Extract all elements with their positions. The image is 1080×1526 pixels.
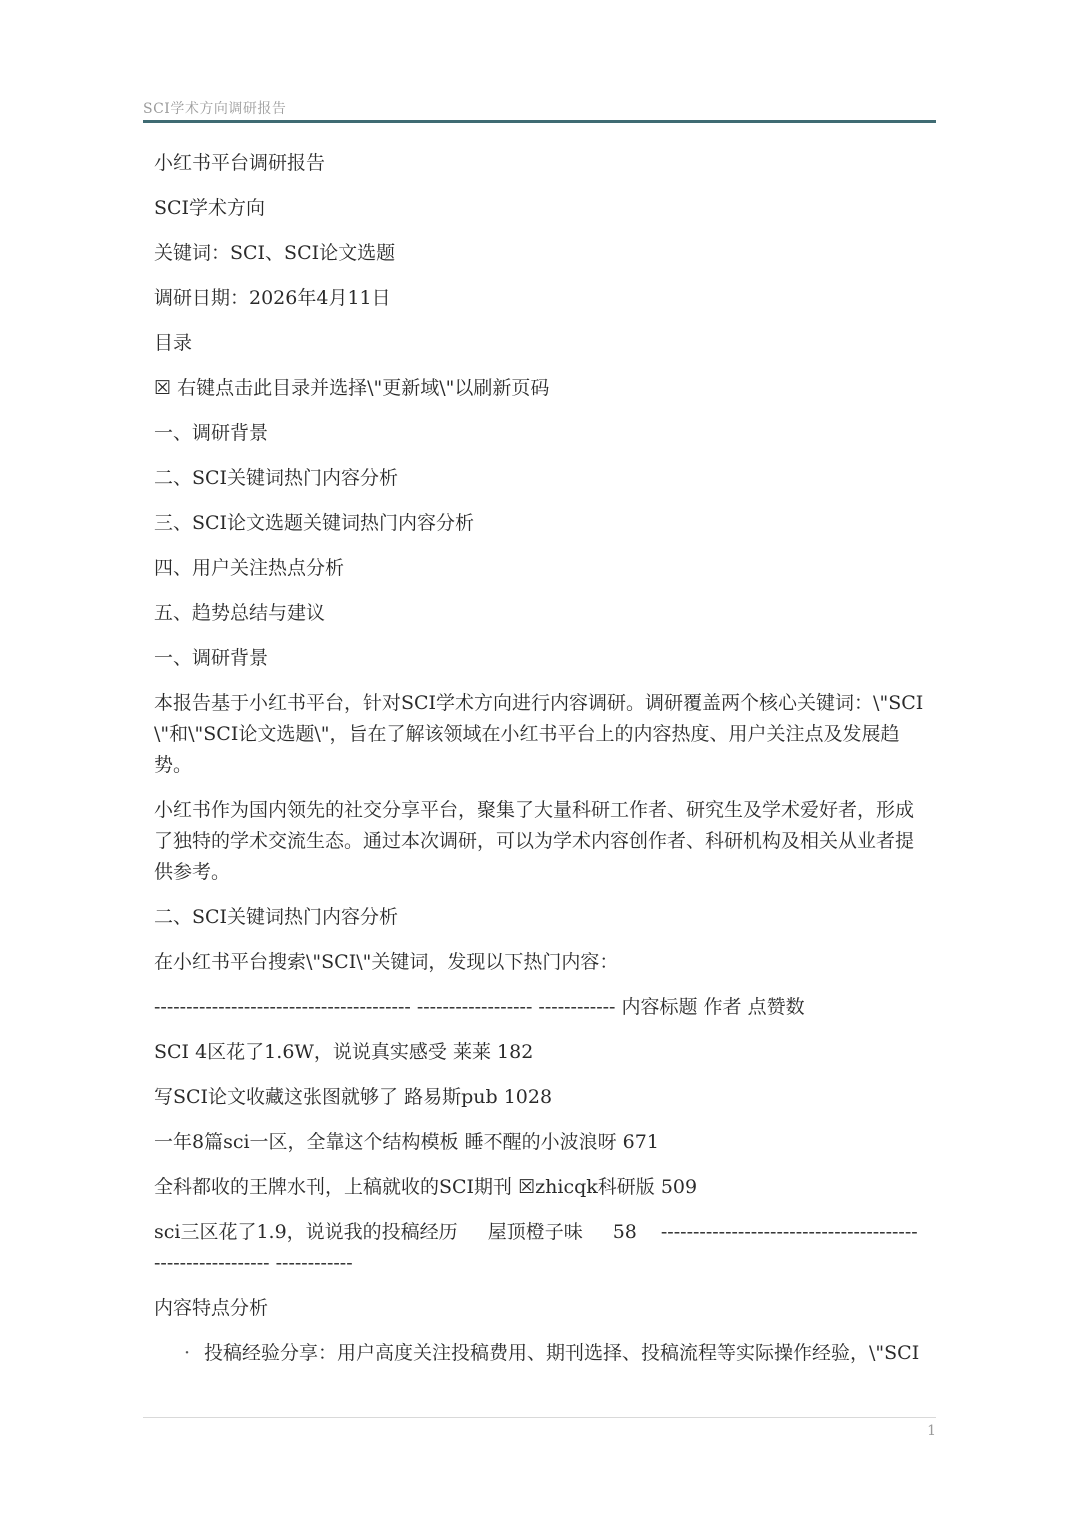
table-row: 一年8篇sci一区，全靠这个结构模板 睡不醒的小波浪呀 671 (154, 1131, 659, 1153)
document-body (154, 148, 926, 1369)
table-footer-dashes: ------------------ ------------ (154, 1252, 353, 1274)
document-title: 小红书平台调研报告 (154, 152, 326, 174)
section-heading: 二、SCI关键词热门内容分析 (154, 906, 399, 928)
section-intro: 在小红书平台搜索\"SCI\"关键词，发现以下热门内容： (154, 951, 619, 973)
table-row: 写SCI论文收藏这张图就够了 路易斯pub 1028 (154, 1086, 553, 1108)
toc-heading: 目录 (154, 332, 193, 354)
row-likes: 58 (612, 1221, 637, 1243)
table-row: 全科都收的王牌水刊，上稿就收的SCI期刊 ☒zhicqk科研版 509 (154, 1176, 698, 1198)
bullet-dot-icon: · (184, 1342, 191, 1364)
toc-item[interactable]: 一、调研背景 (154, 422, 269, 444)
row-dashes: ---------------------------------------- (660, 1221, 918, 1243)
footer-rule (143, 1417, 936, 1418)
toc-item[interactable]: 五、趋势总结与建议 (154, 602, 326, 624)
row-author: 屋顶橙子味 (487, 1221, 583, 1243)
table-row-last (154, 1217, 926, 1279)
paragraph: 小红书作为国内领先的社交分享平台，聚集了大量科研工作者、研究生及学术爱好者，形成了独特的学术交流生态。通过本次调研，可以为学术内容创作者、科研机构及相关从业者提供参考。 (154, 799, 915, 883)
running-header: SCI学术方向调研报告 (143, 101, 287, 117)
analysis-heading: 内容特点分析 (154, 1297, 269, 1319)
table-header-line: ---------------------------------------- ------------------ ------------ 内容标题 作者 点赞数 (154, 996, 805, 1018)
page-number: 1 (927, 1423, 936, 1439)
header-rule (143, 120, 936, 123)
row-title: sci三区花了1.9，说说我的投稿经历 (154, 1221, 458, 1243)
document-subtitle: SCI学术方向 (154, 197, 266, 219)
survey-date: 调研日期：2026年4月11日 (154, 287, 391, 309)
keywords-line: 关键词：SCI、SCI论文选题 (154, 242, 396, 264)
table-row: SCI 4区花了1.6W，说说真实感受 莱莱 182 (154, 1041, 534, 1063)
toc-refresh-note[interactable]: ☒ 右键点击此目录并选择\"更新域\"以刷新页码 (154, 377, 550, 399)
toc-item[interactable]: 四、用户关注热点分析 (154, 557, 345, 579)
toc-item[interactable]: 二、SCI关键词热门内容分析 (154, 467, 399, 489)
bullet-text: 投稿经验分享：用户高度关注投稿费用、期刊选择、投稿流程等实际操作经验，\"SCI (204, 1342, 920, 1364)
section-heading: 一、调研背景 (154, 647, 269, 669)
paragraph: 本报告基于小红书平台，针对SCI学术方向进行内容调研。调研覆盖两个核心关键词：\"SCI\"和\"SCI论文选题\"，旨在了解该领域在小红书平台上的内容热度、用户关注点及发展趋势。 (154, 692, 924, 776)
toc-item[interactable]: 三、SCI论文选题关键词热门内容分析 (154, 512, 475, 534)
bullet-item (176, 1338, 926, 1369)
